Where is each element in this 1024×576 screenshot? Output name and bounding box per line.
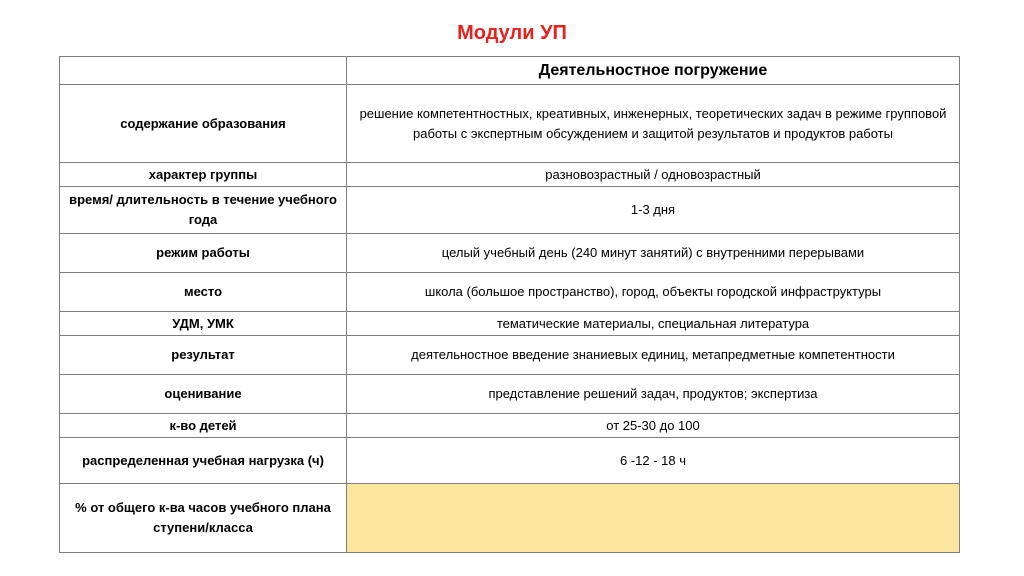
table-row	[60, 414, 960, 438]
table-row	[60, 85, 960, 163]
row-label: результат	[60, 336, 347, 375]
row-value: 6 -12 - 18 ч	[347, 438, 960, 484]
row-value: от 25-30 до 100	[347, 414, 960, 438]
table-row	[60, 375, 960, 414]
table-row	[60, 336, 960, 375]
table-row	[60, 273, 960, 312]
table-row	[60, 484, 960, 553]
row-label: УДМ, УМК	[60, 312, 347, 336]
header-corner-cell	[60, 57, 347, 85]
row-value: 1-3 дня	[347, 187, 960, 234]
table-row	[60, 187, 960, 234]
table-header-row	[60, 57, 960, 85]
row-value: решение компетентностных, креативных, инженерных, теоретических задач в режиме групповой работы с экспертным обсуждением и защитой результатов и продуктов работы	[347, 85, 960, 163]
row-label: к-во детей	[60, 414, 347, 438]
row-label: % от общего к-ва часов учебного плана ступени/класса	[60, 484, 347, 553]
column-header: Деятельностное погружение	[347, 57, 960, 85]
table-row	[60, 438, 960, 484]
row-label: распределенная учебная нагрузка (ч)	[60, 438, 347, 484]
row-label: место	[60, 273, 347, 312]
row-value: тематические материалы, специальная литература	[347, 312, 960, 336]
modules-table	[59, 56, 960, 553]
row-value: целый учебный день (240 минут занятий) с внутренними перерывами	[347, 234, 960, 273]
row-label: характер группы	[60, 163, 347, 187]
row-value: школа (большое пространство), город, объекты городской инфраструктуры	[347, 273, 960, 312]
row-label: содержание образования	[60, 85, 347, 163]
row-label: оценивание	[60, 375, 347, 414]
row-value: деятельностное введение знаниевых единиц, метапредметные компетентности	[347, 336, 960, 375]
row-label: режим работы	[60, 234, 347, 273]
row-value: разновозрастный / одновозрастный	[347, 163, 960, 187]
table-row	[60, 234, 960, 273]
table-row	[60, 163, 960, 187]
page-title: Модули УП	[457, 22, 567, 44]
row-value: представление решений задач, продуктов; экспертиза	[347, 375, 960, 414]
row-label: время/ длительность в течение учебного года	[60, 187, 347, 234]
table-row	[60, 312, 960, 336]
highlighted-empty-cell[interactable]	[347, 484, 960, 553]
